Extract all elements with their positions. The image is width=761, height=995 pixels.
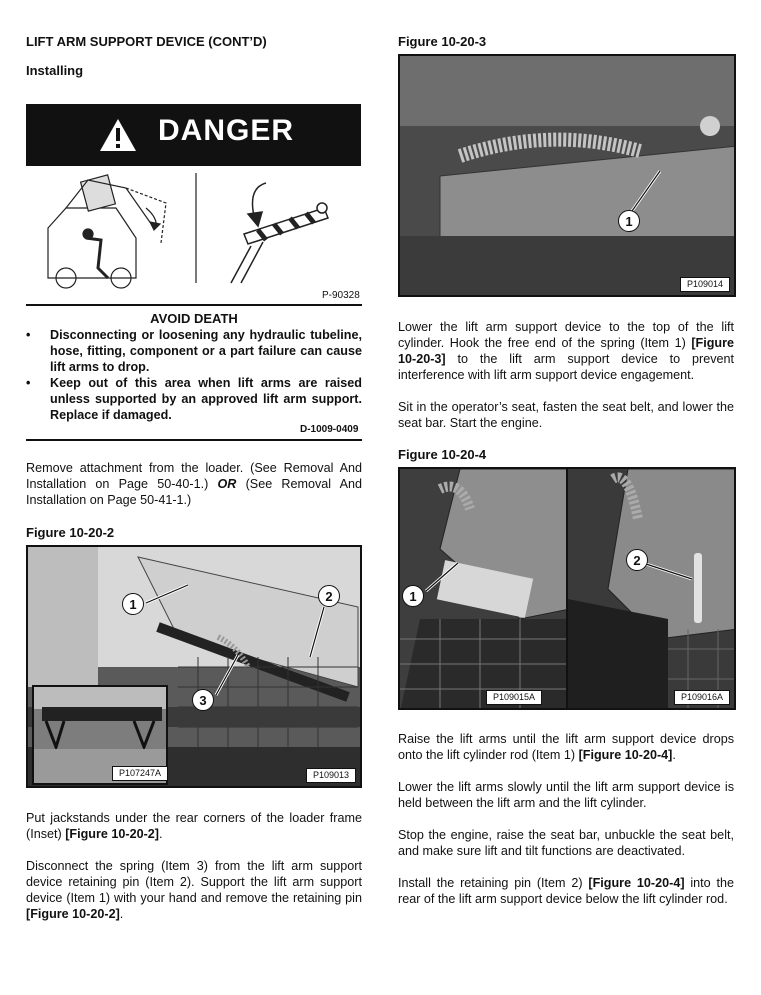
raise-arms-paragraph: Raise the lift arms until the lift arm support device drops onto the lift cylinder rod (Item 1) [Figure 10-20-4]. (398, 732, 734, 762)
avoid-death: AVOID DEATH (150, 311, 238, 326)
figure-2-title: Figure 10-20-2 (26, 525, 115, 540)
figure-4a-leader (400, 469, 568, 710)
figure-4a-callout-1: 1 (402, 585, 424, 607)
figure-2-inset-code: P107247A (112, 766, 168, 781)
figure-3-photo (398, 54, 736, 297)
figure-4b-leader (568, 469, 736, 710)
figure-4-title: Figure 10-20-4 (398, 447, 487, 462)
remove-attachment-paragraph: Remove attachment from the loader. (See Removal And Installation on Page 50-40-1.) OR (See Removal And Installation on Page 50-41-1.) (26, 461, 362, 507)
lower-device-paragraph: Lower the lift arm support device to the top of the lift cylinder. Hook the free end of the spring (Item 1) [Figure 10-20-3] to the lift arm support device to prevent interference with lift arm support device engagement. (398, 320, 734, 382)
disconnect-spring-paragraph: Disconnect the spring (Item 3) from the lift arm support device retaining pin (Item 2). Support the lift arm support device (Item 1) with your hand and remove the retaining pin [Figure 10-20-2]. (26, 859, 362, 921)
subtitle: Installing (26, 63, 84, 78)
danger-picture-code: P-90328 (322, 290, 360, 301)
figure-4b-photo (566, 467, 736, 710)
figure-3-title: Figure 10-20-3 (398, 34, 487, 49)
stop-engine-paragraph: Stop the engine, raise the seat bar, unbuckle the seat belt, and make sure lift and tilt functions are deactivated. (398, 828, 734, 858)
warning-triangle-icon (98, 117, 138, 153)
figure-4b-code: P109016A (674, 690, 730, 705)
figure-3-code: P109014 (680, 277, 730, 292)
bullet-icon: • (26, 328, 31, 342)
figure-2-callout-1: 1 (122, 593, 144, 615)
figure-3-callout-1: 1 (618, 210, 640, 232)
figure-3-leader (400, 56, 736, 297)
figure-2-callout-3: 3 (192, 689, 214, 711)
install-pin-paragraph: Install the retaining pin (Item 2) [Figure 10-20-4] into the rear of the lift arm support device below the lift cylinder rod. (398, 876, 735, 906)
danger-bottom-divider (26, 439, 362, 441)
sit-operator-paragraph: Sit in the operator’s seat, fasten the seat belt, and lower the seat bar. Start the engine. (398, 400, 734, 430)
figure-4a-photo (398, 467, 568, 710)
danger-illustration (26, 168, 362, 298)
figure-4a-code: P109015A (486, 690, 542, 705)
danger-divider (26, 304, 362, 306)
section-title: LIFT ARM SUPPORT DEVICE (CONT’D) (26, 34, 267, 49)
danger-bullet: • Disconnecting or loosening any hydraulic tubeline, hose, fitting, component or a part failure can cause lift arms to drop. (26, 328, 362, 374)
figure-2-code: P109013 (306, 768, 356, 783)
danger-bullets (26, 327, 362, 423)
jackstands-paragraph: Put jackstands under the rear corners of the loader frame (Inset) [Figure 10-20-2]. (26, 811, 362, 841)
bullet-icon: • (26, 376, 31, 390)
figure-2-leaders (28, 547, 362, 788)
figure-2-callout-2: 2 (318, 585, 340, 607)
lower-slowly-paragraph: Lower the lift arms slowly until the lift arm support device is held between the lift arm and the lift cylinder. (398, 780, 734, 810)
danger-label: DANGER (158, 114, 295, 147)
danger-bullet: • Keep out of this area when lift arms are raised unless supported by an approved lift arm support. Replace if damaged. (26, 376, 362, 422)
danger-banner (26, 104, 361, 166)
figure-4b-callout-2: 2 (626, 549, 648, 571)
figure-2-photo (26, 545, 362, 788)
danger-code: D-1009-0409 (300, 424, 359, 435)
